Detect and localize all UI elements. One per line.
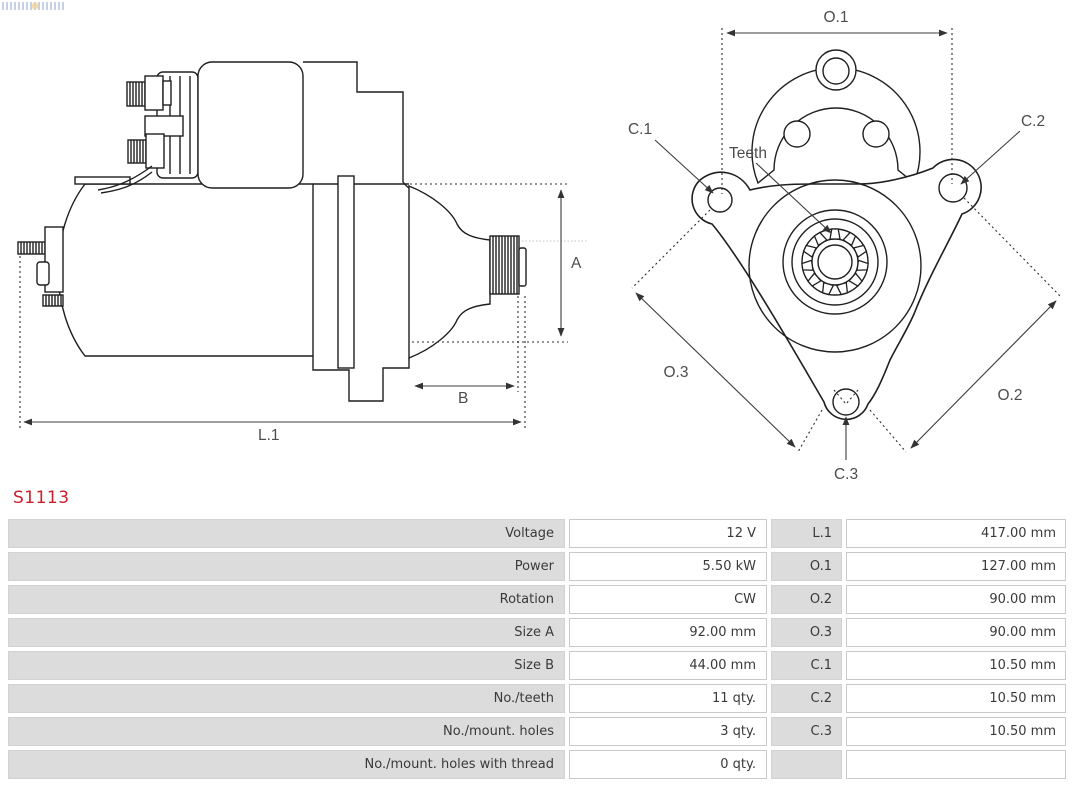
- spec-label: No./teeth: [8, 684, 565, 713]
- dim-value: 417.00 mm: [846, 519, 1066, 548]
- spec-value: CW: [569, 585, 767, 614]
- pinion-gear: [490, 236, 526, 294]
- dim-code: O.1: [771, 552, 842, 581]
- dim-value: 10.50 mm: [846, 651, 1066, 680]
- dim-value: 90.00 mm: [846, 618, 1066, 647]
- side-view-diagram: [18, 62, 588, 444]
- spec-value: 3 qty.: [569, 717, 767, 746]
- bell-housing: [409, 186, 490, 358]
- dim-value: 10.50 mm: [846, 717, 1066, 746]
- spec-label: Size B: [8, 651, 565, 680]
- dim-code: [771, 750, 842, 779]
- dim-value: 127.00 mm: [846, 552, 1066, 581]
- dim-value: 10.50 mm: [846, 684, 1066, 713]
- front-view-diagram: [628, 9, 1060, 483]
- spec-label: Rotation: [8, 585, 565, 614]
- hole-label-c3: C.3: [833, 466, 859, 483]
- spec-label: No./mount. holes: [8, 717, 565, 746]
- dimension-label-a: A: [571, 255, 582, 272]
- dimension-label-l1: L.1: [258, 427, 280, 444]
- arch-left-hole: [784, 121, 810, 147]
- dim-value: 90.00 mm: [846, 585, 1066, 614]
- dim-code: C.3: [771, 717, 842, 746]
- spec-value: 11 qty.: [569, 684, 767, 713]
- arch-right-hole: [863, 121, 889, 147]
- spec-value: 5.50 kW: [569, 552, 767, 581]
- drive-bracket: [303, 62, 409, 188]
- spec-label: No./mount. holes with thread: [8, 750, 565, 779]
- dimension-label-o1: O.1: [823, 9, 849, 26]
- spec-value: 0 qty.: [569, 750, 767, 779]
- part-number: S1113: [13, 488, 70, 508]
- dimension-label-o3: O.3: [663, 364, 689, 381]
- spec-value: 44.00 mm: [569, 651, 767, 680]
- dim-code: O.2: [771, 585, 842, 614]
- spec-label: Size A: [8, 618, 565, 647]
- dim-value: [846, 750, 1066, 779]
- mount-hole-c2: [939, 174, 967, 202]
- spec-label: Power: [8, 552, 565, 581]
- spec-label: Voltage: [8, 519, 565, 548]
- through-bolt-studs: [18, 227, 63, 306]
- arch-top-hole: [823, 58, 849, 84]
- dim-code: C.2: [771, 684, 842, 713]
- spec-value: 92.00 mm: [569, 618, 767, 647]
- mount-hole-c3: [833, 389, 859, 415]
- dimension-label-b: B: [458, 390, 469, 407]
- mount-foot: [313, 356, 409, 401]
- dimension-label-o2: O.2: [997, 387, 1023, 404]
- mount-flange: [338, 176, 354, 368]
- dim-code: L.1: [771, 519, 842, 548]
- dim-code: O.3: [771, 618, 842, 647]
- teeth-label: Teeth: [729, 145, 767, 162]
- dim-code: C.1: [771, 651, 842, 680]
- spec-table: [8, 519, 1066, 779]
- flange-outline: [692, 159, 981, 419]
- spec-value: 12 V: [569, 519, 767, 548]
- hole-label-c2: C.2: [1020, 113, 1046, 130]
- hole-label-c1: C.1: [627, 121, 653, 138]
